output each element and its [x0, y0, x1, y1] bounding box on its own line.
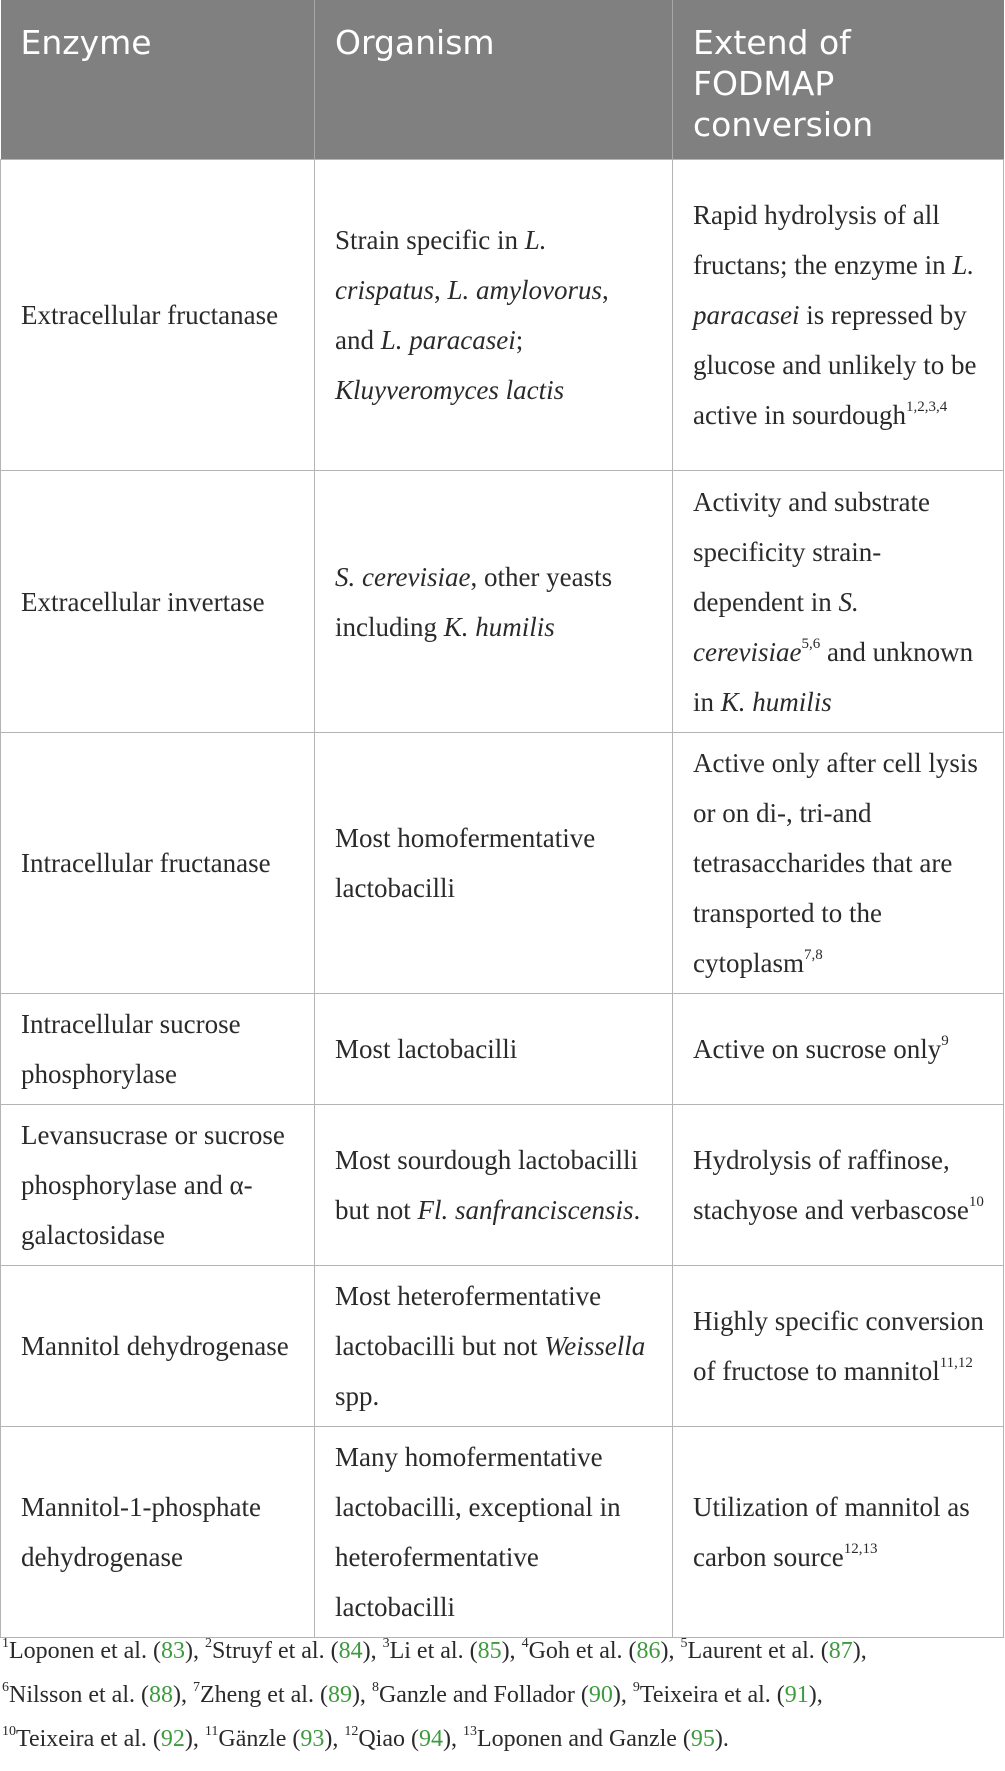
cell-enzyme: Mannitol-1-phosphate dehydrogenase	[1, 1427, 315, 1638]
cell-organism: Many homofermentative lactobacilli, exceptional in heterofermentative lactobacilli	[315, 1427, 673, 1638]
reference-link[interactable]: 89	[327, 1682, 352, 1708]
reference-link[interactable]: 91	[784, 1682, 809, 1708]
reference-link[interactable]: 95	[690, 1726, 715, 1752]
footnote: $^{10}$Teixeira et al. (92),	[2, 1724, 205, 1752]
footnote-marker: 9	[941, 1033, 949, 1049]
cell-enzyme: Levansucrase or sucrose phosphorylase and α-galactosidase	[1, 1105, 315, 1266]
table-row	[1, 1266, 1004, 1427]
cell-conversion: Active on sucrose only$^9$	[673, 994, 1004, 1105]
reference-link[interactable]: 90	[588, 1682, 613, 1708]
cell-conversion: Utilization of mannitol as carbon source$^{12,13}$	[673, 1427, 1004, 1638]
table-header-row	[1, 0, 1004, 160]
cell-conversion: Activity and substrate specificity strain-dependent in S. cerevisiae$^{5,6}$ and unknown in K. humilis	[673, 471, 1004, 733]
cell-conversion: Highly specific conversion of fructose to mannitol$^{11,12}$	[673, 1266, 1004, 1427]
cell-conversion: Active only after cell lysis or on di-, tri-and tetrasaccharides that are transported to the cytoplasm$^{7,8}$	[673, 733, 1004, 994]
footnote-marker: 12,13	[843, 1541, 878, 1557]
reference-link[interactable]: 94	[419, 1726, 443, 1752]
footnote: $^4$Goh et al. (86),	[521, 1636, 681, 1664]
reference-link[interactable]: 86	[636, 1638, 661, 1664]
cell-organism: Strain specific in L. crispatus, L. amylovorus, and L. paracasei; Kluyveromyces lactis	[315, 160, 673, 471]
footnote-marker: 5,6	[801, 635, 821, 652]
footnote-marker: 10	[968, 1194, 984, 1210]
footnote: $^9$Teixeira et al. (91),	[632, 1680, 823, 1708]
cell-conversion: Hydrolysis of raffinose, stachyose and verbascose$^{10}$	[673, 1105, 1004, 1266]
cell-conversion: Rapid hydrolysis of all fructans; the enzyme in L. paracasei is repressed by glucose and unlikely to be active in sourdough$^{1,2,3,4}$	[673, 160, 1004, 471]
footnote: $^{13}$Loponen and Ganzle (95).	[463, 1724, 729, 1752]
footnote-marker: 7,8	[803, 947, 823, 963]
header-enzyme: Enzyme	[1, 0, 315, 160]
footnote: $^2$Struyf et al. (84),	[204, 1636, 383, 1664]
table-row	[1, 733, 1004, 994]
cell-enzyme: Mannitol dehydrogenase	[1, 1266, 315, 1427]
cell-organism: Most heterofermentative lactobacilli but not Weissella spp.	[315, 1266, 673, 1427]
header-organism: Organism	[315, 0, 673, 160]
table-row	[1, 1427, 1004, 1638]
cell-organism: S. cerevisiae, other yeasts including K. humilis	[315, 471, 673, 733]
reference-link[interactable]: 87	[828, 1638, 853, 1664]
cell-organism: Most sourdough lactobacilli but not Fl. sanfranciscensis.	[315, 1105, 673, 1266]
cell-enzyme: Intracellular fructanase	[1, 733, 315, 994]
reference-link[interactable]: 93	[300, 1726, 325, 1752]
footnote: $^3$Li et al. (85),	[382, 1636, 522, 1664]
footnote: $^{12}$Qiao (94),	[344, 1724, 463, 1752]
table-row	[1, 160, 1004, 471]
footnote: $^8$Ganzle and Follador (90),	[371, 1680, 633, 1708]
table-row	[1, 471, 1004, 733]
cell-organism: Most lactobacilli	[315, 994, 673, 1105]
reference-link[interactable]: 83	[160, 1638, 185, 1664]
footnote: $^6$Nilsson et al. (88),	[2, 1680, 193, 1708]
cell-enzyme: Intracellular sucrose phosphorylase	[1, 994, 315, 1105]
table-footnotes	[0, 1629, 1005, 1761]
reference-link[interactable]: 84	[338, 1638, 363, 1664]
table-row	[1, 1105, 1004, 1266]
cell-enzyme: Extracellular fructanase	[1, 160, 315, 471]
footnote-marker: 11,12	[939, 1355, 973, 1371]
reference-link[interactable]: 92	[160, 1726, 185, 1752]
footnote: $^{11}$Gänzle (93),	[204, 1724, 345, 1752]
reference-link[interactable]: 88	[148, 1682, 173, 1708]
header-conversion: Extend of FODMAP conversion	[673, 0, 1004, 160]
footnote: $^5$Laurent et al. (87),	[680, 1636, 867, 1664]
footnote: $^7$Zheng et al. (89),	[192, 1680, 372, 1708]
cell-enzyme: Extracellular invertase	[1, 471, 315, 733]
table-row	[1, 994, 1004, 1105]
reference-link[interactable]: 85	[477, 1638, 502, 1664]
footnote: $^1$Loponen et al. (83),	[2, 1636, 205, 1664]
cell-organism: Most homofermentative lactobacilli	[315, 733, 673, 994]
footnote-marker: 1,2,3,4	[905, 399, 948, 415]
